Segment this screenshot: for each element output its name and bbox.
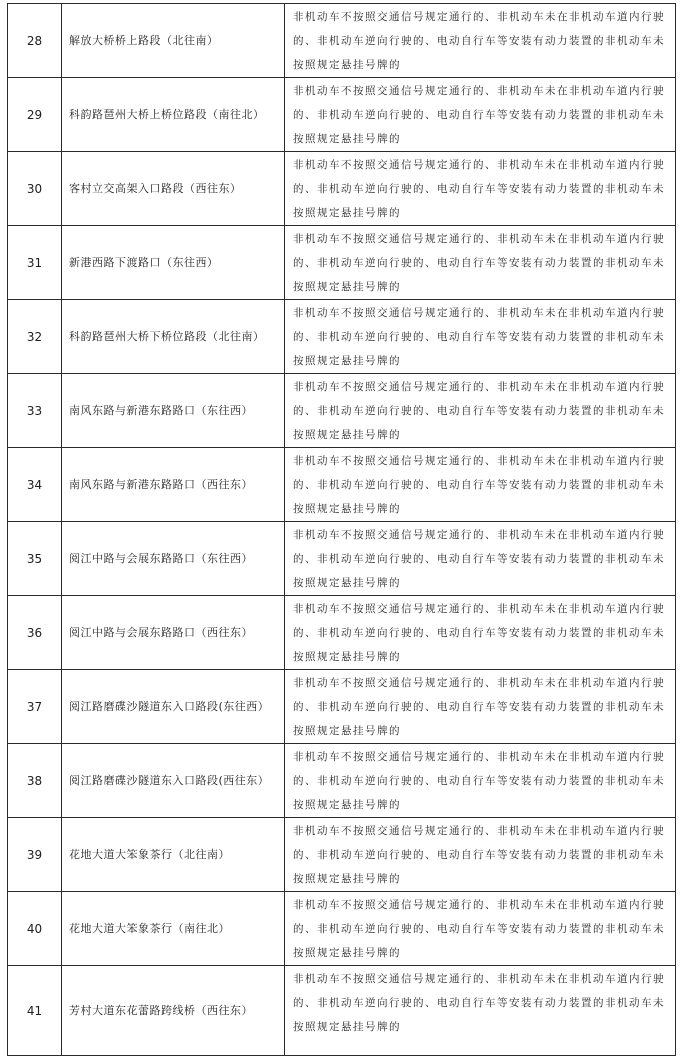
- table-row: [8, 300, 676, 374]
- row-number: 29: [8, 78, 62, 152]
- row-number: 33: [8, 374, 62, 448]
- table-body: [8, 4, 676, 1056]
- table-row: [8, 744, 676, 818]
- row-number: 39: [8, 818, 62, 892]
- violation-text: 非机动车不按照交通信号规定通行的、非机动车未在非机动车道内行驶的、非机动车逆向行驶的、电动自行车等安装有动力装置的非机动车未按照规定悬挂号牌的: [293, 233, 665, 293]
- violation-text: 非机动车不按照交通信号规定通行的、非机动车未在非机动车道内行驶的、非机动车逆向行驶的、电动自行车等安装有动力装置的非机动车未按照规定悬挂号牌的: [293, 973, 665, 1033]
- violation-cell: [285, 744, 676, 818]
- violation-cell: [285, 374, 676, 448]
- location-cell: 阅江中路与会展东路路口（东往西）: [62, 522, 285, 596]
- enforcement-locations-table: [7, 3, 676, 1056]
- violation-text: 非机动车不按照交通信号规定通行的、非机动车未在非机动车道内行驶的、非机动车逆向行驶的、电动自行车等安装有动力装置的非机动车未按照规定悬挂号牌的: [293, 85, 665, 145]
- location-cell: 花地大道大笨象茶行（南往北）: [62, 892, 285, 966]
- violation-text: 非机动车不按照交通信号规定通行的、非机动车未在非机动车道内行驶的、非机动车逆向行驶的、电动自行车等安装有动力装置的非机动车未按照规定悬挂号牌的: [293, 529, 665, 589]
- violation-cell: [285, 226, 676, 300]
- location-cell: 南风东路与新港东路路口（东往西）: [62, 374, 285, 448]
- location-cell: 科韵路琶州大桥上桥位路段（南往北）: [62, 78, 285, 152]
- violation-cell: [285, 300, 676, 374]
- location-cell: 新港西路下渡路口（东往西）: [62, 226, 285, 300]
- location-cell: 阅江路磨碟沙隧道东入口路段(东往西）: [62, 670, 285, 744]
- row-number: 36: [8, 596, 62, 670]
- violation-cell: [285, 4, 676, 78]
- location-cell: 科韵路琶州大桥下桥位路段（北往南）: [62, 300, 285, 374]
- row-number: 30: [8, 152, 62, 226]
- table-row: [8, 670, 676, 744]
- violation-text: 非机动车不按照交通信号规定通行的、非机动车未在非机动车道内行驶的、非机动车逆向行驶的、电动自行车等安装有动力装置的非机动车未按照规定悬挂号牌的: [293, 603, 665, 663]
- location-cell: 南风东路与新港东路路口（西往东）: [62, 448, 285, 522]
- violation-text: 非机动车不按照交通信号规定通行的、非机动车未在非机动车道内行驶的、非机动车逆向行驶的、电动自行车等安装有动力装置的非机动车未按照规定悬挂号牌的: [293, 307, 665, 367]
- violation-cell: [285, 892, 676, 966]
- violation-text: 非机动车不按照交通信号规定通行的、非机动车未在非机动车道内行驶的、非机动车逆向行驶的、电动自行车等安装有动力装置的非机动车未按照规定悬挂号牌的: [293, 751, 665, 811]
- violation-cell: [285, 670, 676, 744]
- row-number: 35: [8, 522, 62, 596]
- table-row: [8, 966, 676, 1056]
- violation-cell: [285, 78, 676, 152]
- row-number: 38: [8, 744, 62, 818]
- table-row: [8, 522, 676, 596]
- row-number: 37: [8, 670, 62, 744]
- location-cell: 花地大道大笨象茶行（北往南）: [62, 818, 285, 892]
- violation-text: 非机动车不按照交通信号规定通行的、非机动车未在非机动车道内行驶的、非机动车逆向行驶的、电动自行车等安装有动力装置的非机动车未按照规定悬挂号牌的: [293, 825, 665, 885]
- table-row: [8, 78, 676, 152]
- row-number: 28: [8, 4, 62, 78]
- table-row: [8, 374, 676, 448]
- violation-cell: [285, 966, 676, 1056]
- violation-text: 非机动车不按照交通信号规定通行的、非机动车未在非机动车道内行驶的、非机动车逆向行驶的、电动自行车等安装有动力装置的非机动车未按照规定悬挂号牌的: [293, 11, 665, 71]
- row-number: 32: [8, 300, 62, 374]
- violation-text: 非机动车不按照交通信号规定通行的、非机动车未在非机动车道内行驶的、非机动车逆向行驶的、电动自行车等安装有动力装置的非机动车未按照规定悬挂号牌的: [293, 677, 665, 737]
- table-row: [8, 892, 676, 966]
- location-cell: 解放大桥桥上路段（北往南）: [62, 4, 285, 78]
- violation-cell: [285, 448, 676, 522]
- violation-text: 非机动车不按照交通信号规定通行的、非机动车未在非机动车道内行驶的、非机动车逆向行驶的、电动自行车等安装有动力装置的非机动车未按照规定悬挂号牌的: [293, 455, 665, 515]
- row-number: 34: [8, 448, 62, 522]
- table-row: [8, 448, 676, 522]
- violation-cell: [285, 596, 676, 670]
- table-row: [8, 818, 676, 892]
- table-row: [8, 4, 676, 78]
- violation-cell: [285, 522, 676, 596]
- violation-text: 非机动车不按照交通信号规定通行的、非机动车未在非机动车道内行驶的、非机动车逆向行驶的、电动自行车等安装有动力装置的非机动车未按照规定悬挂号牌的: [293, 381, 665, 441]
- violation-text: 非机动车不按照交通信号规定通行的、非机动车未在非机动车道内行驶的、非机动车逆向行驶的、电动自行车等安装有动力装置的非机动车未按照规定悬挂号牌的: [293, 899, 665, 959]
- violation-cell: [285, 152, 676, 226]
- row-number: 40: [8, 892, 62, 966]
- location-cell: 客村立交高架入口路段（西往东）: [62, 152, 285, 226]
- location-cell: 阅江路磨碟沙隧道东入口路段(西往东）: [62, 744, 285, 818]
- location-cell: 芳村大道东花蕾路跨线桥（西往东）: [62, 966, 285, 1056]
- row-number: 41: [8, 966, 62, 1056]
- location-cell: 阅江中路与会展东路路口（西往东）: [62, 596, 285, 670]
- violation-text: 非机动车不按照交通信号规定通行的、非机动车未在非机动车道内行驶的、非机动车逆向行驶的、电动自行车等安装有动力装置的非机动车未按照规定悬挂号牌的: [293, 159, 665, 219]
- violation-cell: [285, 818, 676, 892]
- table-row: [8, 226, 676, 300]
- table-row: [8, 596, 676, 670]
- table-row: [8, 152, 676, 226]
- row-number: 31: [8, 226, 62, 300]
